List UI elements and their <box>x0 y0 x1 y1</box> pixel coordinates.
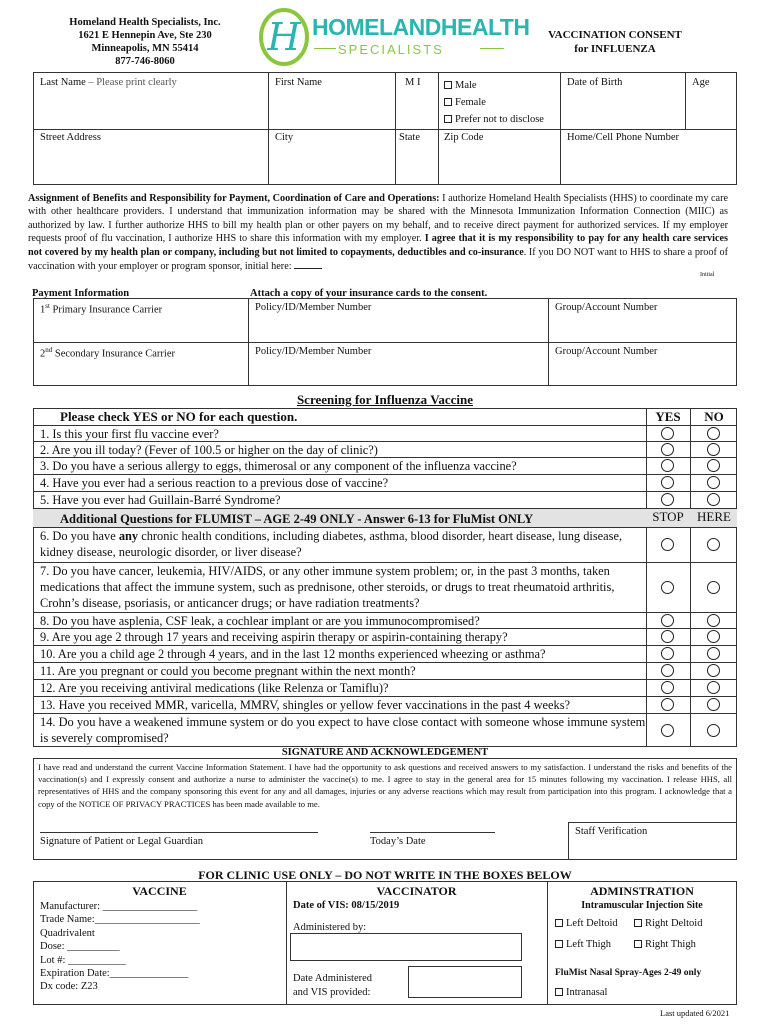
question-13: 13. Have you received MMR, varicella, MMRV, shingles or yellow fever vaccinations in the past 4 weeks? <box>40 698 571 712</box>
date-administered-box[interactable] <box>408 966 522 998</box>
primary-sup: st <box>45 302 50 310</box>
question-6-part-q6a: 6. Do you have <box>40 529 119 543</box>
male-checkbox[interactable] <box>444 81 452 89</box>
question-row-q11 <box>33 662 737 679</box>
yes-radio-q14[interactable] <box>661 724 674 737</box>
question-row-q12 <box>33 679 737 696</box>
prefer-checkbox[interactable] <box>444 115 452 123</box>
question-6-part-q6b: any <box>118 529 139 543</box>
question-10: 10. Are you a child age 2 through 4 years, and in the last 12 months experienced wheezing or asthma? <box>40 647 546 661</box>
question-12: 12. Are you receiving antiviral medications (like Relenza or Tamiflu)? <box>40 681 389 695</box>
yes-radio-q8[interactable] <box>661 614 674 627</box>
payment-heading: Payment Information <box>32 288 130 299</box>
expiration-field[interactable]: Expiration Date:_______________ <box>40 968 189 980</box>
question-row-q5 <box>33 491 737 508</box>
female-checkbox[interactable] <box>444 98 452 106</box>
org-phone: 877-746-8060 <box>115 56 175 67</box>
vaccine-heading: VACCINE <box>132 884 187 898</box>
dx-code: Dx code: Z23 <box>40 981 98 993</box>
vaccinator-heading: VACCINATOR <box>376 884 457 898</box>
primary-label: Primary Insurance Carrier <box>49 304 163 316</box>
no-radio-q13[interactable] <box>707 698 720 711</box>
first-name-field[interactable]: First Name <box>275 77 322 88</box>
intranasal-label: Intranasal <box>566 987 608 998</box>
secondary-label: Secondary Insurance Carrier <box>52 348 175 360</box>
left-deltoid-option[interactable] <box>555 918 618 929</box>
initial-input[interactable] <box>294 259 322 269</box>
assignment-responsibility: I agree that it is my responsibility to pay for any health care services not covered by my health plan or company, including but not limited to copayments, deductibles and co-insurance <box>28 233 728 258</box>
question-5: 5. Have you ever had Guillain-Barré Syndrome? <box>40 493 281 507</box>
insurance-attach-note: Attach a copy of your insurance cards to the consent. <box>250 288 488 299</box>
right-deltoid-label: Right Deltoid <box>645 918 703 929</box>
yes-radio-q1[interactable] <box>661 427 674 440</box>
screening-instruction: Please check YES or NO for each question. <box>60 409 298 424</box>
age-field[interactable]: Age <box>692 77 710 88</box>
no-radio-q14[interactable] <box>707 724 720 737</box>
state-field[interactable]: State <box>399 132 420 143</box>
question-row-q14 <box>33 713 737 747</box>
yes-radio-q2[interactable] <box>661 443 674 456</box>
here-label: HERE <box>697 509 731 524</box>
quadrivalent-label: Quadrivalent <box>40 927 95 939</box>
secondary-policy-field[interactable]: Policy/ID/Member Number <box>255 346 372 357</box>
left-thigh-label: Left Thigh <box>566 939 612 950</box>
administered-by-label: Administered by: <box>293 922 367 933</box>
question-row-q8 <box>33 612 737 628</box>
yes-radio-q3[interactable] <box>661 459 674 472</box>
org-address-block <box>50 16 240 68</box>
yes-radio-q4[interactable] <box>661 476 674 489</box>
question-14: 14. Do you have a weakened immune system or do you expect to have close contact with someone whose immune system is severely compromised? <box>40 715 646 745</box>
trade-name-field[interactable]: Trade Name:____________________ <box>40 914 200 926</box>
question-7: 7. Do you have cancer, leukemia, HIV/AIDS, or any other immune system problem; or, in the past 3 months, taken medications that affect the immune system, such as prednisone, other steroids, or drugs to treat rheumatoid arthritis, Crohn’s disease, psoriasis, or anticancer drugs; or have radiation treatments? <box>40 564 615 610</box>
intranasal-checkbox[interactable] <box>555 988 563 996</box>
date-label: Today’s Date <box>370 836 426 847</box>
intranasal-option[interactable] <box>555 987 607 998</box>
question-2: 2. Are you ill today? (Fever of 100.5 or higher on the day of clinic?) <box>40 443 378 457</box>
date-line[interactable] <box>370 832 495 833</box>
signature-label: Signature of Patient or Legal Guardian <box>40 836 203 847</box>
flumist-header: Additional Questions for FLUMIST – AGE 2-49 ONLY - Answer 6-13 for FluMist ONLY <box>60 512 534 526</box>
yes-radio-q12[interactable] <box>661 681 674 694</box>
administered-by-box[interactable] <box>290 933 522 961</box>
question-row-q10 <box>33 645 737 662</box>
question-3: 3. Do you have a serious allergy to eggs, thimerosal or any component of the influenza vaccine? <box>40 459 517 473</box>
question-1: 1. Is this your first flu vaccine ever? <box>40 427 219 441</box>
vis-date: Date of VIS: 08/15/2019 <box>293 900 400 911</box>
question-4: 4. Have you ever had a serious reaction to a previous dose of vaccine? <box>40 476 389 490</box>
question-9: 9. Are you age 2 through 17 years and receiving aspirin therapy or aspirin-containing therapy? <box>40 630 508 644</box>
dob-field[interactable]: Date of Birth <box>567 77 623 88</box>
form-title-line1: VACCINATION CONSENT <box>548 29 682 41</box>
question-8: 8. Do you have asplenia, CSF leak, a cochlear implant or are you immunocompromised? <box>40 614 480 628</box>
no-radio-q10[interactable] <box>707 647 720 660</box>
assignment-body-1: I authorize Homeland Health Specialists (HHS) to coordinate my care with other healthcare providers. I understand that immunization information may be shared with the Minnesota Immunization Information Connection (MIIC) as authorized by law. I further authorize HHS to bill my health plan or other payers on my behalf, and to receive direct payment for authorized services. If my employer requests proof of flu vaccination, I authorize HHS to share this information with my employer. <box>28 193 728 245</box>
no-column-header: NO <box>704 409 724 424</box>
no-radio-q6[interactable] <box>707 538 720 551</box>
left-thigh-checkbox[interactable] <box>555 940 563 948</box>
right-deltoid-checkbox[interactable] <box>634 919 642 927</box>
yes-column-header: YES <box>655 409 681 424</box>
initial-label: Initial <box>700 272 715 278</box>
male-label: Male <box>455 80 477 91</box>
question-row-q6 <box>33 527 737 562</box>
question-11: 11. Are you pregnant or could you become pregnant within the next month? <box>40 664 416 678</box>
prefer-label: Prefer not to disclose <box>455 114 544 125</box>
vaccine-details <box>40 900 200 994</box>
secondary-group-field[interactable]: Group/Account Number <box>555 346 658 357</box>
female-label: Female <box>455 97 486 108</box>
yes-radio-q5[interactable] <box>661 493 674 506</box>
secondary-sup: nd <box>45 346 53 354</box>
yes-radio-q9[interactable] <box>661 630 674 643</box>
no-radio-q7[interactable] <box>707 581 720 594</box>
assignment-heading: Assignment of Benefits and Responsibility for Payment, Coordination of Care and Operations: <box>28 193 440 204</box>
city-field[interactable]: City <box>275 132 294 143</box>
logo-word-health: HEALTH <box>440 14 530 40</box>
administration-heading: ADMINSTRATION <box>590 884 694 898</box>
org-address-line1: 1621 E Hennepin Ave, Ste 230 <box>78 30 212 41</box>
assignment-body-2: . If you DO NOT want to HHS to share a proof of vaccination with your employer or program sponsor, initial here: <box>28 246 728 273</box>
question-row-q1 <box>33 425 737 441</box>
question-row-q7 <box>33 562 737 612</box>
form-title-line2: for INFLUENZA <box>574 43 656 55</box>
injection-site-heading: Intramuscular Injection Site <box>581 900 703 911</box>
signature-line[interactable] <box>40 832 318 833</box>
middle-initial-field[interactable]: M I <box>405 77 421 88</box>
form-title <box>525 28 705 56</box>
phone-field[interactable]: Home/Cell Phone Number <box>567 132 679 143</box>
clinic-heading: FOR CLINIC USE ONLY – DO NOT WRITE IN THE BOXES BELOW <box>198 868 572 882</box>
no-radio-q9[interactable] <box>707 630 720 643</box>
stop-label: STOP <box>652 509 684 524</box>
yes-radio-q13[interactable] <box>661 698 674 711</box>
street-address-field[interactable]: Street Address <box>40 132 101 143</box>
signature-heading: SIGNATURE AND ACKNOWLEDGEMENT <box>281 747 489 758</box>
question-row-q4 <box>33 474 737 491</box>
no-radio-q4[interactable] <box>707 476 720 489</box>
svg-text:H: H <box>267 15 301 59</box>
last-name-label: Last Name <box>40 77 86 88</box>
primary-group-field[interactable]: Group/Account Number <box>555 302 658 313</box>
no-radio-q5[interactable] <box>707 493 720 506</box>
question-row-q13 <box>33 696 737 713</box>
assignment-paragraph <box>28 192 728 273</box>
date-administered-line1: Date Administered <box>293 973 373 984</box>
no-radio-q12[interactable] <box>707 681 720 694</box>
secondary-num: 2 <box>40 348 46 360</box>
date-administered-label <box>293 972 372 999</box>
gender-male-option[interactable] <box>444 80 477 91</box>
question-row-q2 <box>33 441 737 457</box>
gender-prefer-option[interactable] <box>444 114 544 125</box>
right-thigh-checkbox[interactable] <box>634 940 642 948</box>
gender-female-option[interactable] <box>444 97 486 108</box>
right-deltoid-option[interactable] <box>634 918 702 929</box>
no-radio-q1[interactable] <box>707 427 720 440</box>
acknowledgement-text: I have read and understand the current Vaccine Information Statement. I have had the opportunity to ask questions and received answers to my satisfaction. I understand the risks and benefits of the vaccination(s) and I expressly consent and authorize a nurse to administer the vaccine(s) to me. I agree to stay in the general area for 15 minutes following my vaccination. I release HHS, all representatives of HHS and the company sponsoring this event for any and all damages, injuries or any adverse reactions which may result from participation into this program. I acknowledge that a copy of the NOTICE OF PRIVACY PRACTICES has been made available to me. <box>38 762 732 809</box>
yes-radio-q6[interactable] <box>661 538 674 551</box>
screening-header-row <box>33 408 737 425</box>
left-deltoid-label: Left Deltoid <box>566 918 618 929</box>
no-radio-q2[interactable] <box>707 443 720 456</box>
yes-radio-q7[interactable] <box>661 581 674 594</box>
zip-code-field[interactable]: Zip Code <box>444 132 484 143</box>
last-name-hint: – Please print clearly <box>85 77 177 88</box>
right-thigh-option[interactable] <box>634 939 696 950</box>
manufacturer-field[interactable]: Manufacturer: __________________ <box>40 901 198 912</box>
no-radio-q8[interactable] <box>707 614 720 627</box>
screening-title: Screening for Influenza Vaccine <box>296 392 474 407</box>
org-address-line2: Minneapolis, MN 55414 <box>91 43 199 54</box>
last-updated: Last updated 6/2021 <box>660 1008 730 1018</box>
logo-word-specialists: SPECIALISTS <box>338 42 444 57</box>
primary-num: 1 <box>40 304 46 316</box>
logo-word-homeland: HOMELAND <box>312 14 441 40</box>
no-radio-q3[interactable] <box>707 459 720 472</box>
question-row-q9 <box>33 628 737 645</box>
logo-h-icon <box>258 8 310 66</box>
question-row-q3 <box>33 457 737 474</box>
lot-field[interactable]: Lot #: ___________ <box>40 954 126 966</box>
date-administered-line2: and VIS provided: <box>293 986 371 998</box>
yes-radio-q11[interactable] <box>661 664 674 677</box>
left-deltoid-checkbox[interactable] <box>555 919 563 927</box>
secondary-carrier-field[interactable] <box>40 346 175 360</box>
last-name-field[interactable] <box>40 77 177 88</box>
staff-verification-label: Staff Verification <box>575 826 648 837</box>
flumist-spray-heading: FluMist Nasal Spray-Ages 2-49 only <box>555 968 702 978</box>
left-thigh-option[interactable] <box>555 939 611 950</box>
org-name: Homeland Health Specialists, Inc. <box>69 17 221 28</box>
right-thigh-label: Right Thigh <box>645 939 696 950</box>
dose-field[interactable]: Dose: __________ <box>40 941 120 953</box>
homeland-health-logo <box>258 8 530 66</box>
question-6 <box>40 528 650 560</box>
flumist-header-row <box>33 508 737 527</box>
question-6-part-q6c: chronic health conditions, including diabetes, asthma, blood disorder, heart disease, lung disease, kidney disease, neurologic disorder, or liver disease? <box>40 529 623 559</box>
no-radio-q11[interactable] <box>707 664 720 677</box>
primary-policy-field[interactable]: Policy/ID/Member Number <box>255 302 372 313</box>
primary-carrier-field[interactable] <box>40 302 162 316</box>
yes-radio-q10[interactable] <box>661 647 674 660</box>
